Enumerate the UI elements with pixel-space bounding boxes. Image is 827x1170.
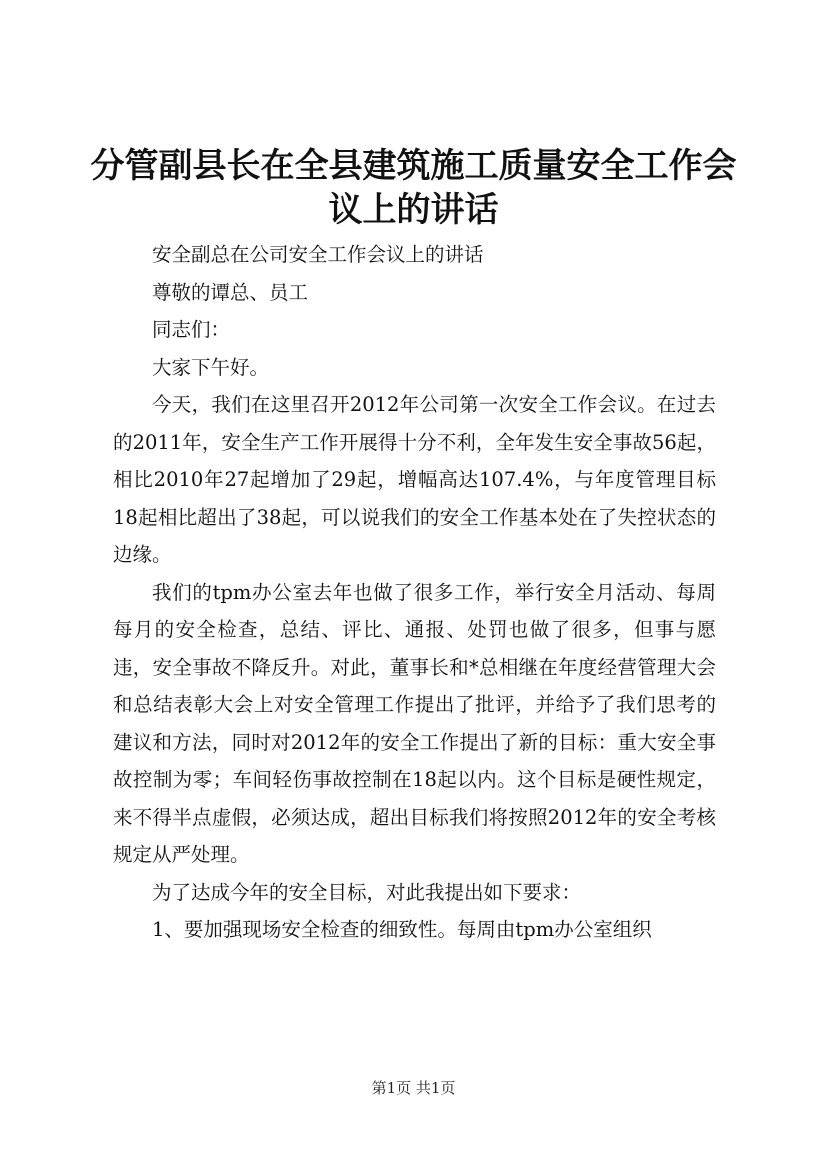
- paragraph-requirement-1: 1、要加强现场安全检查的细致性。每周由tpm办公室组织: [152, 918, 652, 941]
- paragraph-good-afternoon: 大家下午好。: [152, 355, 270, 379]
- paragraph-comrades: 同志们：: [152, 318, 231, 341]
- document-title: 分管副县长在全县建筑施工质量安全工作会议上的讲话: [90, 146, 737, 230]
- paragraph-tpm-work: 我们的tpm办公室去年也做了很多工作，举行安全月活动、每周每月的安全检查，总结、评比、通报、处罚也做了很多，但事与愿违，安全事故不降反升。对此，董事长和*总相继在年度经营管理大会和总结表彰大会上对安全管理工作提出了批评，并给予了我们思考的建议和方法，同时对2012年的安全工作提出了新的目标：重大安全事故控制为零；车间轻伤事故控制在18起以内。这个目标是硬性规定，来不得半点虚假，必须达成，超出目标我们将按照2012年的安全考核规定从严处理。: [113, 580, 716, 866]
- paragraph-subtitle: 安全副总在公司安全工作会议上的讲话: [152, 243, 484, 266]
- document-body: [113, 236, 716, 949]
- page-footer: 第1页 共1页: [371, 1079, 456, 1097]
- paragraph-requirements-intro: 为了达成今年的安全目标，对此我提出如下要求：: [152, 880, 582, 904]
- paragraph-meeting-overview: 今天，我们在这里召开2012年公司第一次安全工作会议。在过去的2011年，安全生产工作开展得十分不利，全年发生安全事故56起，相比2010年27起增加了29起，增幅高达107.4%，与年度管理目标18起相比超出了38起，可以说我们的安全工作基本处在了失控状态的边缘。: [113, 393, 716, 566]
- paragraph-greeting-audience: 尊敬的谭总、员工: [152, 280, 309, 304]
